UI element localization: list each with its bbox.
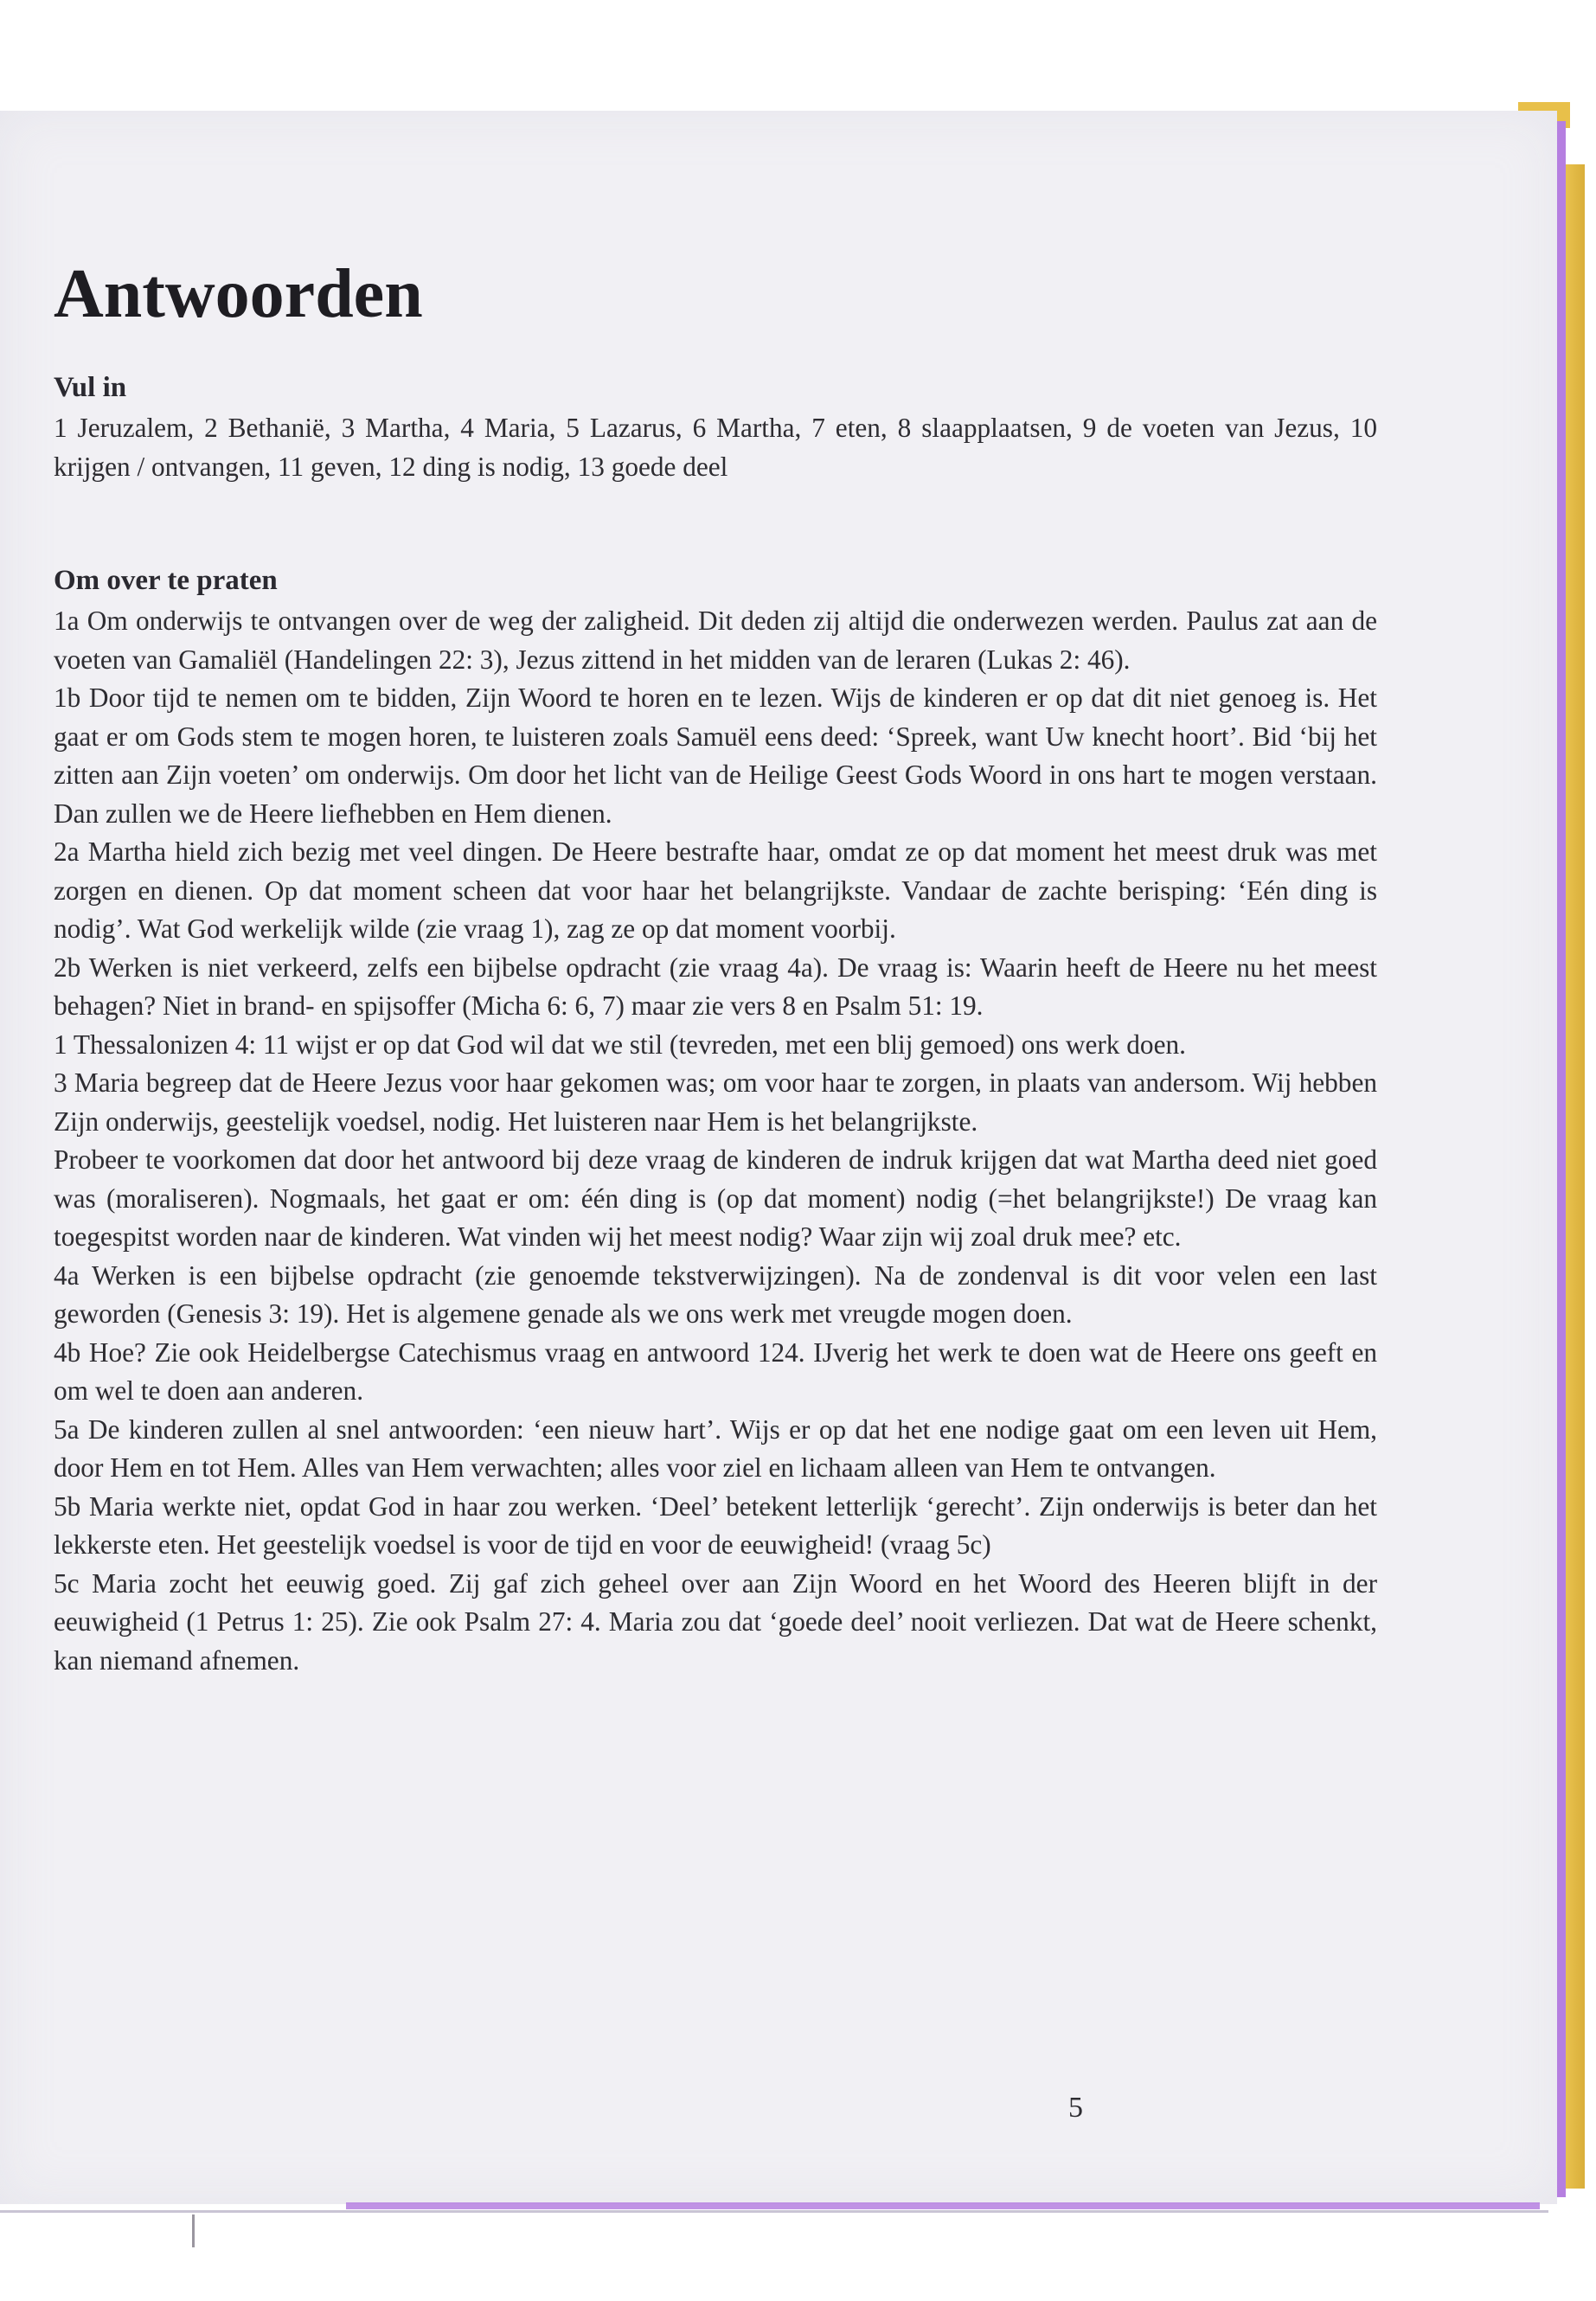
book-edge-purple	[1557, 121, 1566, 2197]
book-edge-bottom	[0, 2210, 1548, 2213]
answer-5a: 5a De kinderen zullen al snel antwoorden: ‘een nieuw hart’. Wijs er op dat het ene nodige gaat om een leven uit Hem, door Hem en tot Hem. Alles van Hem verwachten; alles voor ziel en lichaam alleen van Hem te ontvangen.	[54, 1413, 1377, 1483]
answer-3: 3 Maria begreep dat de Heere Jezus voor haar gekomen was; om voor haar te zorgen, in plaats van andersom. Wij hebben Zijn onderwijs, geestelijk voedsel, nodig. Het luisteren naar Hem is het belangrijkste.	[54, 1067, 1377, 1137]
answer-3-note: Probeer te voorkomen dat door het antwoord bij deze vraag de kinderen de indruk krijgen dat wat Martha deed niet goed was (moraliseren). Nogmaals, het gaat er om: één ding is (op dat moment) nodig (=het belangrijkste!) De vraag kan toegespitst worden naar de kinderen. Wat vinden wij het meest nodig? Waar zijn wij zoal druk mee? etc.	[54, 1144, 1377, 1252]
section-heading-vul-in: Vul in	[54, 372, 127, 403]
book-edge-bottom-purple	[346, 2202, 1540, 2209]
answer-5b: 5b Maria werkte niet, opdat God in haar zou werken. ‘Deel’ betekent letterlijk ‘gerecht’. Zijn onderwijs is beter dan het lekkerste eten. Het geestelijk voedsel is voor de tijd en voor de eeuwigheid! (vraag 5c)	[54, 1490, 1377, 1560]
page-number: 5	[1068, 2092, 1083, 2124]
section-heading-om-over-te-praten: Om over te praten	[54, 565, 278, 596]
answer-1b: 1b Door tijd te nemen om te bidden, Zijn Woord te horen en te lezen. Wijs de kinderen er op dat dit niet genoeg is. Het gaat er om Gods stem te mogen horen, te luisteren zoals Samuël eens deed: ‘Spreek, want Uw knecht hoort’. Bid ‘bij het zitten aan Zijn voeten’ om onderwijs. Om door het licht van de Heilige Geest Gods Woord in ons hart te mogen verstaan. Dan zullen we de Heere liefhebben en Hem dienen.	[54, 683, 1377, 829]
answer-2b: 2b Werken is niet verkeerd, zelfs een bijbelse opdracht (zie vraag 4a). De vraag is: Waarin heeft de Heere nu het meest behagen? Niet in brand- en spijsoffer (Micha 6: 6, 7) maar zie vers 8 en Psalm 51: 19.	[54, 952, 1377, 1021]
vul-in-answers	[54, 409, 1377, 486]
book-edge-yellow	[1566, 164, 1585, 2189]
vul-in-text: 1 Jeruzalem, 2 Bethanië, 3 Martha, 4 Maria, 5 Lazarus, 6 Martha, 7 eten, 8 slaapplaatsen, 9 de voeten van Jezus, 10 krijgen / ontvangen, 11 geven, 12 ding is nodig, 13 goede deel	[54, 413, 1377, 482]
answer-4a: 4a Werken is een bijbelse opdracht (zie genoemde tekstverwijzingen). Na de zondenval is dit voor velen een last geworden (Genesis 3: 19). Het is algemene genade als we ons werk met vreugde mogen doen.	[54, 1259, 1377, 1329]
answer-4b: 4b Hoe? Zie ook Heidelbergse Catechismus vraag en antwoord 124. IJverig het werk te doen wat de Heere ons geeft en om wel te doen aan anderen.	[54, 1336, 1377, 1406]
discussion-answers	[54, 602, 1377, 1680]
scan-mark	[192, 2214, 195, 2247]
answer-2a: 2a Martha hield zich bezig met veel dingen. De Heere bestrafte haar, omdat ze op dat moment het meest druk was met zorgen en dienen. Op dat moment scheen dat voor haar het belangrijkste. Vandaar de zachte berisping: ‘Eén ding is nodig’. Wat God werkelijk wilde (zie vraag 1), zag ze op dat moment voorbij.	[54, 836, 1377, 944]
page-title: Antwoorden	[54, 256, 423, 332]
answer-1a: 1a Om onderwijs te ontvangen over de weg der zaligheid. Dit deden zij altijd die onderwezen werden. Paulus zat aan de voeten van Gamaliël (Handelingen 22: 3), Jezus zittend in het midden van de leraren (Lukas 2: 46).	[54, 606, 1377, 675]
answer-5c: 5c Maria zocht het eeuwig goed. Zij gaf zich geheel over aan Zijn Woord en het Woord des Heeren blijft in der eeuwigheid (1 Petrus 1: 25). Zie ook Psalm 27: 4. Maria zou dat ‘goede deel’ nooit verliezen. Dat wat de Heere schenkt, kan niemand afnemen.	[54, 1567, 1377, 1676]
answer-2b-thessalonizen: 1 Thessalonizen 4: 11 wijst er op dat God wil dat we stil (tevreden, met een blij gemoed) ons werk doen.	[54, 1029, 1186, 1060]
